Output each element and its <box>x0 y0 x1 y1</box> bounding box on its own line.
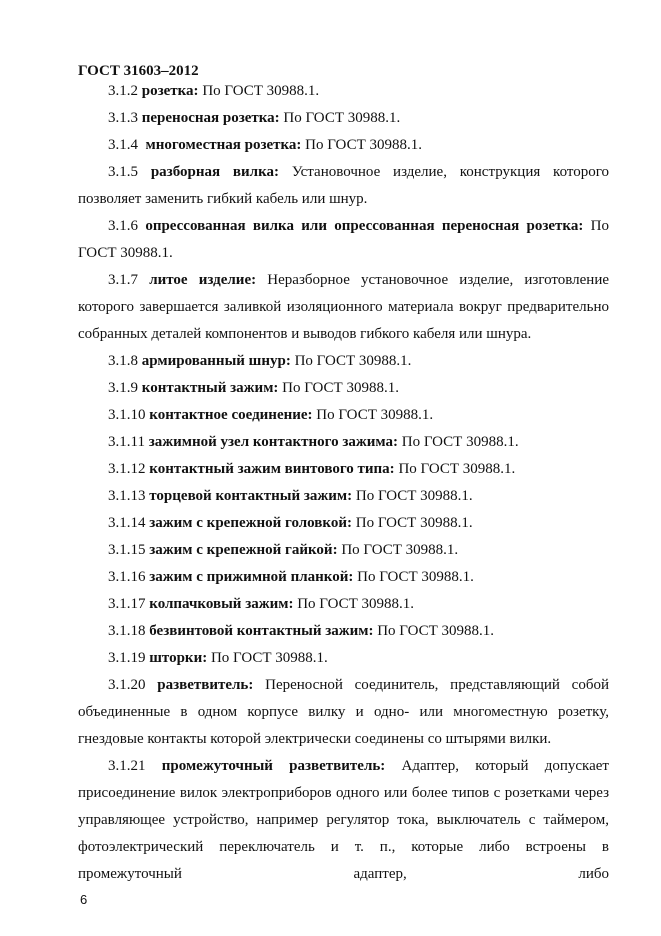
entry-term: армированный шнур: <box>141 353 291 369</box>
entry-text: По ГОСТ 30988.1. <box>282 380 399 396</box>
entry-number: 3.1.3 <box>108 110 138 126</box>
entry-text: По ГОСТ 30988.1. <box>294 353 412 369</box>
entry-text: Установочное изделие, конструкция которого позволяет заменить гибкий кабель или шнур. <box>78 164 610 207</box>
entry-number: 3.1.2 <box>108 83 138 99</box>
entry-number: 3.1.21 <box>108 758 146 774</box>
entry-number: 3.1.4 <box>108 137 138 153</box>
entry-number: 3.1.9 <box>108 380 138 396</box>
entry-number: 3.1.6 <box>108 218 138 234</box>
entry-text: По ГОСТ 30988.1. <box>297 596 415 612</box>
entry-number: 3.1.20 <box>108 677 146 693</box>
entry-term: контактное соединение: <box>149 407 313 423</box>
page-number: 6 <box>80 892 88 907</box>
entry-3-1-8 <box>78 348 609 375</box>
entry-3-1-21 <box>78 753 609 888</box>
entry-3-1-4 <box>78 132 609 159</box>
entry-number: 3.1.7 <box>108 272 138 288</box>
entry-term: зажим с крепежной гайкой: <box>149 542 338 558</box>
entry-number: 3.1.18 <box>108 623 146 639</box>
entry-text: По ГОСТ 30988.1. <box>210 650 328 666</box>
entry-number: 3.1.16 <box>108 569 146 585</box>
entry-3-1-17 <box>78 591 609 618</box>
entry-3-1-14 <box>78 510 609 537</box>
entry-term: зажим с прижимной планкой: <box>149 569 354 585</box>
entry-3-1-9 <box>78 375 609 402</box>
entry-text: По ГОСТ 30988.1. <box>401 434 519 450</box>
entry-3-1-5 <box>78 159 609 213</box>
entry-number: 3.1.13 <box>108 488 146 504</box>
entry-3-1-3 <box>78 105 609 132</box>
entry-3-1-6 <box>78 213 609 267</box>
entry-term: шторки: <box>149 650 208 666</box>
entry-text: Неразборное установочное изделие, изготовление которого завершается заливкой изоляционного материала вокруг предварительно собранных деталей компонентов и выводов гибкого кабеля или шнура. <box>78 272 610 342</box>
entry-term: зажим с крепежной головкой: <box>149 515 352 531</box>
entry-term: разборная вилка: <box>150 164 279 180</box>
entry-text: По ГОСТ 30988.1. <box>357 569 474 585</box>
entry-3-1-19 <box>78 645 609 672</box>
entry-3-1-20 <box>78 672 609 753</box>
entry-term: колпачковый зажим: <box>149 596 294 612</box>
entry-3-1-7 <box>78 267 609 348</box>
entry-term: переносная розетка: <box>141 110 280 126</box>
entry-text: По ГОСТ 30988.1. <box>355 488 473 504</box>
entry-term: контактный зажим: <box>141 380 279 396</box>
entry-term: розетка: <box>141 83 199 99</box>
entry-3-1-12 <box>78 456 609 483</box>
entry-term: разветвитель: <box>157 677 254 693</box>
entry-3-1-15 <box>78 537 609 564</box>
entry-text: По ГОСТ 30988.1. <box>283 110 401 126</box>
entry-text: По ГОСТ 30988.1. <box>398 461 516 477</box>
entry-text: Адаптер, который допускает присоединение вилок электроприборов одного или более типов с розетками через управляющее устройство, например регулятор тока, выключатель с таймером, фотоэлектрический переключатель и т. п., которые либо встроены в промежуточный адаптер, либо <box>78 758 609 882</box>
entry-term: безвинтовой контактный зажим: <box>149 623 374 639</box>
entry-number: 3.1.19 <box>108 650 146 666</box>
entry-term: многоместная розетка: <box>145 137 302 153</box>
entry-number: 3.1.8 <box>108 353 138 369</box>
entry-text: По ГОСТ 30988.1. <box>377 623 495 639</box>
entry-term: контактный зажим винтового типа: <box>149 461 395 477</box>
entry-3-1-11 <box>78 429 609 456</box>
entry-number: 3.1.5 <box>108 164 138 180</box>
entry-text: По ГОСТ 30988.1. <box>316 407 434 423</box>
entry-number: 3.1.11 <box>108 434 145 450</box>
entry-3-1-10 <box>78 402 609 429</box>
entry-term: промежуточный разветвитель: <box>161 758 386 774</box>
entry-term: торцевой контактный зажим: <box>149 488 353 504</box>
entry-text: По ГОСТ 30988.1. <box>341 542 459 558</box>
entry-number: 3.1.15 <box>108 542 146 558</box>
entry-text: По ГОСТ 30988.1. <box>355 515 473 531</box>
entry-3-1-16 <box>78 564 609 591</box>
definitions-list <box>78 78 609 888</box>
entry-text: По ГОСТ 30988.1. <box>78 218 609 261</box>
entry-3-1-2 <box>78 78 609 105</box>
entry-number: 3.1.12 <box>108 461 146 477</box>
entry-number: 3.1.17 <box>108 596 146 612</box>
entry-text: Переносной соединитель, представляющий собой объединенные в одном корпусе вилку и одно- или многоместную розетку, гнездовые контакты которой электрически соединены со штырями вилки. <box>78 677 609 747</box>
entry-term: литое изделие: <box>149 272 257 288</box>
document-header: ГОСТ 31603–2012 <box>78 63 199 79</box>
entry-3-1-13 <box>78 483 609 510</box>
entry-text: По ГОСТ 30988.1. <box>202 83 320 99</box>
entry-number: 3.1.14 <box>108 515 146 531</box>
entry-number: 3.1.10 <box>108 407 146 423</box>
entry-text: По ГОСТ 30988.1. <box>305 137 422 153</box>
entry-3-1-18 <box>78 618 609 645</box>
entry-term: опрессованная вилка или опрессованная переносная розетка: <box>145 218 584 234</box>
entry-term: зажимной узел контактного зажима: <box>148 434 398 450</box>
